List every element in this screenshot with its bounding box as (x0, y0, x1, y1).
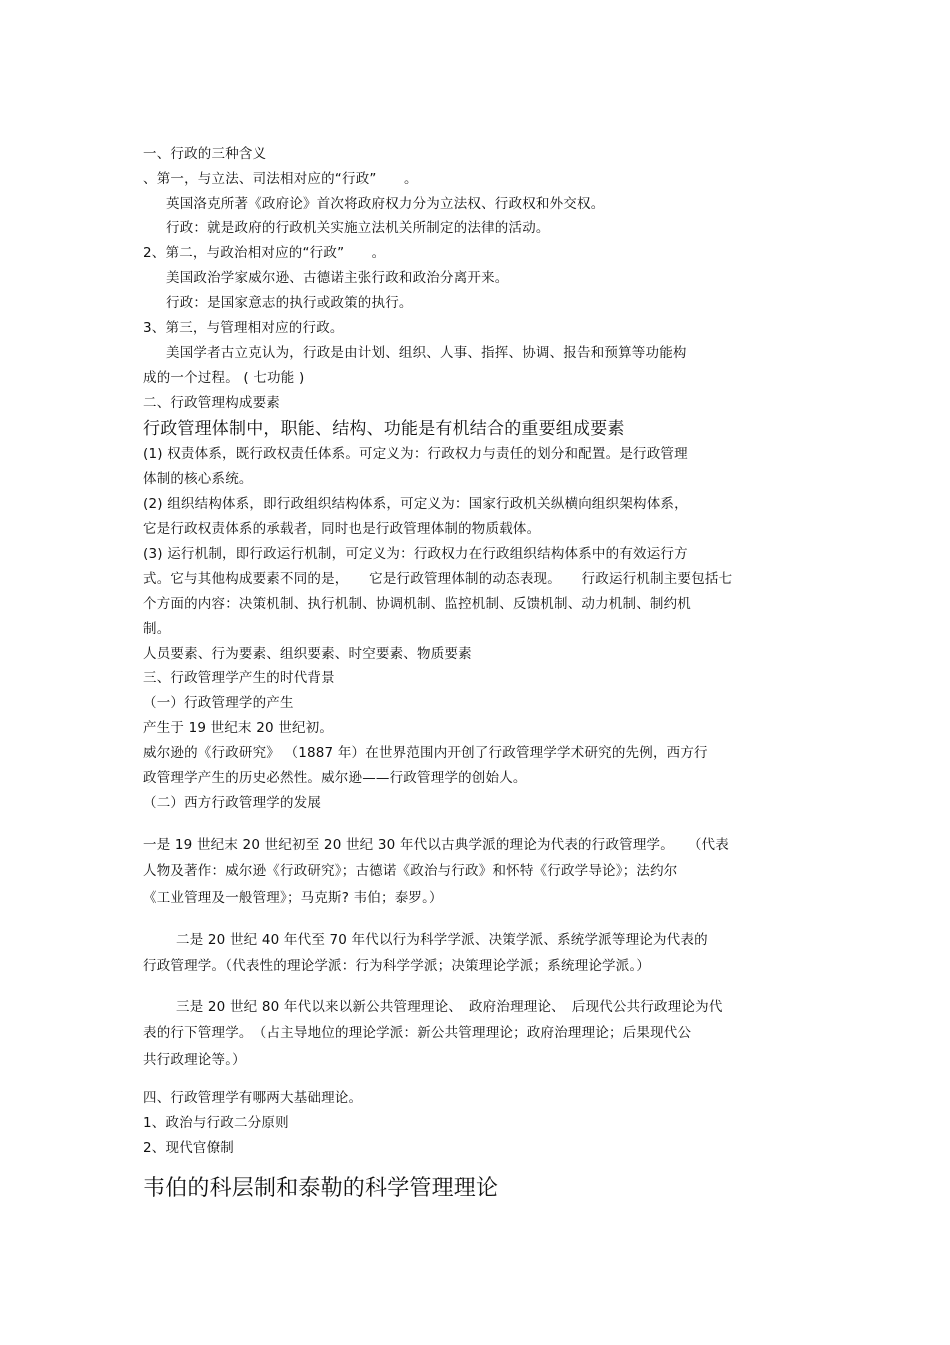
text-line: 个方面的内容：决策机制、执行机制、协调机制、监控机制、反馈机制、动力机制、制约机 (143, 596, 691, 612)
text-line: 美国政治学家威尔逊、古德诺主张行政和政治分离开来。 (166, 270, 509, 286)
text-line: 产生于 19 世纪末 20 世纪初。 (143, 720, 334, 736)
text-line: 体制的核心系统。 (143, 471, 253, 487)
text-line: (1) 权责体系，既行政权责任体系。可定义为：行政权力与责任的划分和配置。是行政管理 (143, 446, 688, 462)
text-line: 人员要素、行为要素、组织要素、时空要素、物质要素 (143, 646, 472, 662)
section-heading-3: 三、行政管理学产生的时代背景 (143, 670, 335, 686)
text-line: 行政：是国家意志的执行或政策的执行。 (166, 295, 413, 311)
text-line: 共行政理论等。） (143, 1052, 246, 1068)
text-line: 行政管理学。（代表性的理论学派：行为科学学派；决策理论学派；系统理论学派。） (143, 958, 651, 974)
text-line: 表的行下管理学。 （占主导地位的理论学派：新公共管理理论；政府治理理论；后果现代公 (143, 1025, 692, 1041)
emphasis-line: 行政管理体制中，职能、结构、功能是有机结合的重要组成要素 (143, 419, 625, 439)
text-line: 式。它与其他构成要素不同的是， 它是行政管理体制的动态表现。 行政运行机制主要包括七 (143, 571, 733, 587)
text-line: （二）西方行政管理学的发展 (143, 795, 322, 811)
text-line: 制。 (143, 621, 171, 637)
text-line: 3、第三，与管理相对应的行政。 (143, 320, 344, 336)
text-line: 它是行政权责体系的承载者，同时也是行政管理体制的物质载体。 (143, 521, 541, 537)
text-line: 人物及著作：威尔逊《行政研究》；古德诺《政治与行政》和怀特《行政学导论》；法约尔 (143, 863, 678, 879)
section-heading-2: 二、行政管理构成要素 (143, 395, 280, 411)
section-heading-1: 一、行政的三种含义 (143, 146, 267, 162)
text-line: 2、现代官僚制 (143, 1140, 234, 1156)
text-line: 、第一，与立法、司法相对应的“行政” 。 (143, 171, 418, 187)
text-line: 一是 19 世纪末 20 世纪初至 20 世纪 30 年代以古典学派的理论为代表的行政管理学。 （代表 (143, 837, 729, 853)
text-line: 行政：就是政府的行政机关实施立法机关所制定的法律的活动。 (166, 220, 550, 236)
text-line: 2、第二，与政治相对应的“行政” 。 (143, 245, 386, 261)
closing-heading: 韦伯的科层制和泰勒的科学管理理论 (143, 1176, 499, 1201)
text-line: 三是 20 世纪 80 年代以来以新公共管理理论、 政府治理理论、 后现代公共行政理论为代 (176, 999, 723, 1015)
text-line: 二是 20 世纪 40 年代至 70 年代以行为科学学派、决策学派、系统学派等理论为代表的 (176, 932, 708, 948)
text-line: 美国学者古立克认为，行政是由计划、组织、人事、指挥、协调、报告和预算等功能构 (166, 345, 687, 361)
text-line: 英国洛克所著《政府论》首次将政府权力分为立法权、行政权和外交权。 (166, 196, 605, 212)
text-line: (2) 组织结构体系，即行政组织结构体系，可定义为：国家行政机关纵横向组织架构体系， (143, 496, 688, 512)
text-line: 政管理学产生的历史必然性。威尔逊——行政管理学的创始人。 (143, 770, 527, 786)
text-line: （一）行政管理学的产生 (143, 695, 294, 711)
text-line: 《工业管理及一般管理》；马克斯? 韦伯；泰罗。） (143, 890, 443, 906)
text-line: 成的一个过程。 ( 七功能 ) (143, 370, 305, 386)
text-line: 威尔逊的《行政研究》 （1887 年）在世界范围内开创了行政管理学学术研究的先例，西方行 (143, 745, 708, 761)
text-line: (3) 运行机制，即行政运行机制，可定义为：行政权力在行政组织结构体系中的有效运行方 (143, 546, 688, 562)
text-line: 1、政治与行政二分原则 (143, 1115, 289, 1131)
section-heading-4: 四、行政管理学有哪两大基础理论。 (143, 1090, 363, 1106)
